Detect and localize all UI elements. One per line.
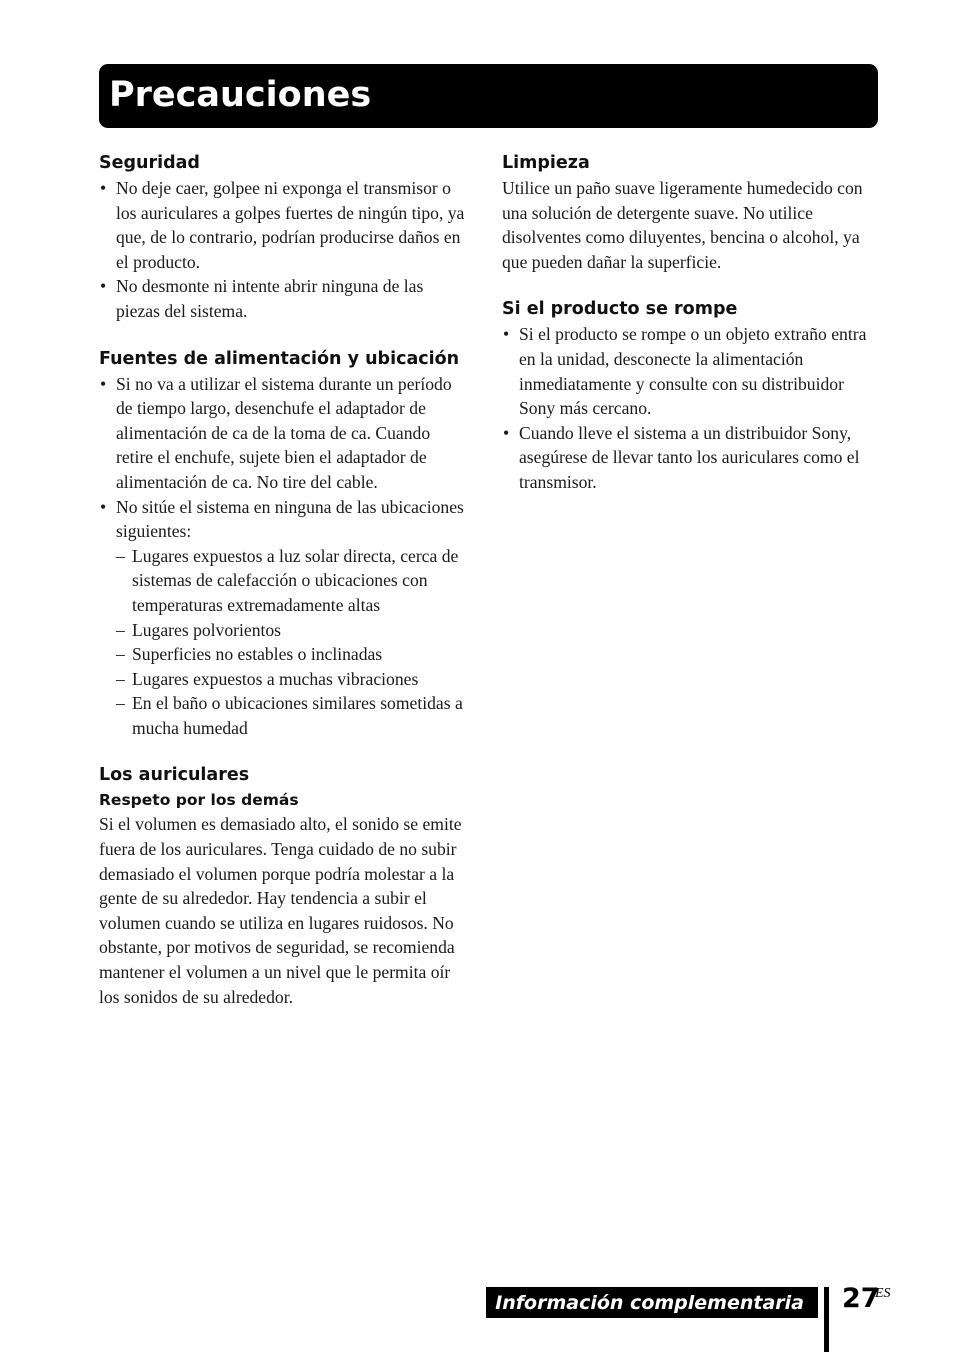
page-title-bar (99, 64, 878, 128)
section-heading: Seguridad (99, 153, 200, 173)
list-item: • No deje caer, golpee ni exponga el transmisor o los auriculares a golpes fuertes de ningún tipo, ya que, de lo contrario, podrían producirse daños en el producto. (99, 176, 471, 274)
section-auriculares (99, 762, 471, 1009)
section-body: Utilice un paño suave ligeramente humedecido con una solución de detergente suave. No utilice disolventes como diluyentes, bencina o alcohol, ya que pueden dañar la superficie. (502, 178, 863, 272)
left-column (99, 150, 471, 1031)
list-item (99, 495, 471, 544)
list-item: • Cuando lleve el sistema a un distribuidor Sony, asegúrese de llevar tanto los auriculares como el transmisor. (502, 421, 882, 495)
section-body: Si el volumen es demasiado alto, el sonido se emite fuera de los auriculares. Tenga cuidado de no subir demasiado el volumen porque podría molestar a la gente de su alrededor. Hay tendencia a subir el volumen cuando se utiliza en lugares ruidosos. No obstante, por motivos de seguridad, se recomienda mantener el volumen a un nivel que le permita oír los sonidos de su alrededor. (99, 814, 462, 1007)
page-language-suffix: ES (875, 1286, 891, 1301)
list-item: • Si no va a utilizar el sistema durante un período de tiempo largo, desenchufe el adaptador de alimentación de ca de la toma de ca. Cuando retire el enchufe, sujete bien el adaptador de alimentación de ca. No tire del cable. (99, 372, 471, 495)
page-title: Precauciones (109, 75, 372, 115)
bullet-list (99, 176, 471, 324)
footer-divider (824, 1287, 829, 1352)
page-number: 27 (842, 1283, 880, 1314)
right-column (502, 150, 882, 517)
section-rompe (502, 296, 882, 494)
section-seguridad (99, 150, 471, 324)
section-heading: Los auriculares (99, 765, 250, 786)
sub-list-item: – Superficies no estables o inclinadas (99, 642, 471, 667)
section-heading: Si el producto se rompe (502, 299, 738, 320)
section-heading: Limpieza (502, 153, 590, 173)
list-item-text: No sitúe el sistema en ninguna de las ubicaciones siguientes: (116, 496, 464, 542)
section-fuentes (99, 346, 471, 741)
dash-list (99, 544, 471, 741)
footer-section-label-bar (486, 1287, 818, 1318)
footer-section-label: Información complementaria (495, 1292, 804, 1314)
list-item: • Si el producto se rompe o un objeto extraño entra en la unidad, desconecte la alimentación inmediatamente y consulte con su distribuidor Sony más cercano. (502, 322, 882, 420)
sub-list-item: – Lugares expuestos a muchas vibraciones (99, 667, 471, 692)
section-limpieza (502, 150, 882, 274)
bullet-list (502, 322, 882, 494)
sub-list-item: – En el baño o ubicaciones similares sometidas a mucha humedad (99, 691, 471, 740)
section-heading: Fuentes de alimentación y ubicación (99, 348, 460, 369)
section-subheading: Respeto por los demás (99, 791, 299, 810)
sub-list-item: – Lugares expuestos a luz solar directa, cerca de sistemas de calefacción o ubicaciones con temperaturas extremadamente altas (99, 544, 471, 618)
sub-list-item: – Lugares polvorientos (99, 618, 471, 643)
list-item: • No desmonte ni intente abrir ninguna de las piezas del sistema. (99, 274, 471, 323)
bullet-list (99, 372, 471, 544)
